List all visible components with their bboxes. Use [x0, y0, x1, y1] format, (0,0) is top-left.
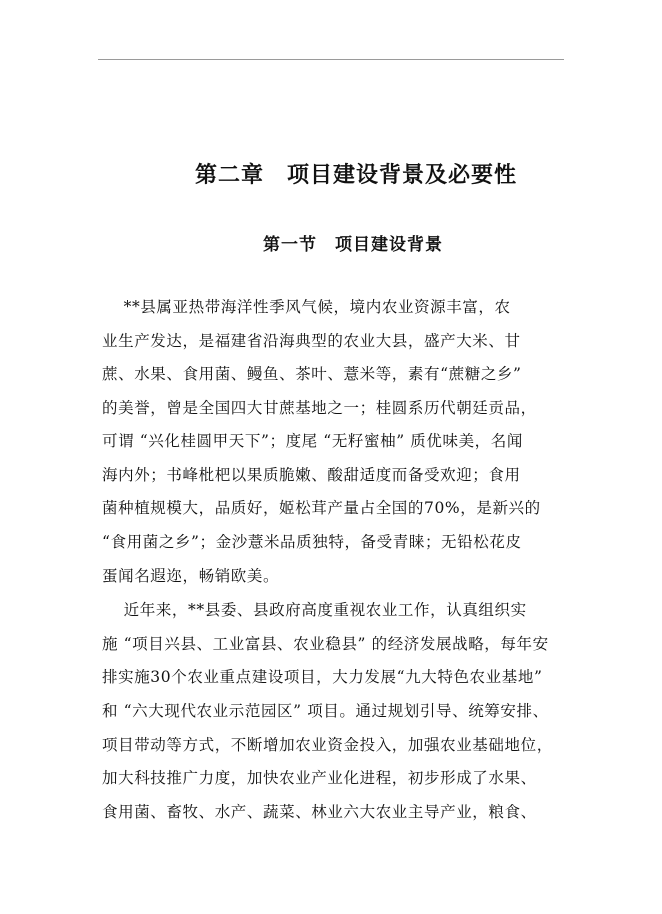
paragraph-line: 可谓 “兴化桂圆甲天下”；度尾 “无籽蜜柚” 质优味美，名闻	[102, 432, 523, 450]
paragraph-line: 项目带动等方式，不断增加农业资金投入，加强农业基础地位，	[102, 736, 553, 754]
paragraph-line: 菌种植规模大，品质好，姬松茸产量占全国的70%，是新兴的	[102, 499, 541, 517]
paragraph-line: 业生产发达，是福建省沿海典型的农业大县，盛产大米、甘	[102, 332, 521, 350]
chapter-title: 第二章 项目建设背景及必要性	[194, 163, 517, 188]
paragraph-line: 近年来，**县委、县政府高度重视农业工作，认真组织实	[102, 601, 527, 619]
paragraph-line: 海内外；书峰枇杷以果质脆嫩、酸甜适度而备受欢迎；食用	[102, 466, 521, 484]
paragraph-line: 蛋闻名遐迩，畅销欧美。	[102, 567, 280, 585]
paragraph-line: 蔗、水果、食用菌、鳗鱼、茶叶、薏米等，素有“蔗糖之乡”	[102, 365, 522, 383]
section-title: 第一节 项目建设背景	[263, 235, 443, 255]
paragraph-line: 施 “项目兴县、工业富县、农业稳县” 的经济发展战略，每年安	[102, 635, 549, 653]
paragraph-line: 食用菌、畜牧、水产、蔬菜、林业六大农业主导产业，粮食、	[102, 803, 537, 821]
header-rule	[98, 59, 564, 60]
paragraph-line: 排实施30个农业重点建设项目，大力发展“九大特色农业基地”	[102, 668, 543, 686]
paragraph-line: “食用菌之乡”；金沙薏米品质独特，备受青睐；无铅松花皮	[102, 533, 522, 551]
paragraph-line: 和 “六大现代农业示范园区” 项目。通过规划引导、统筹安排、	[102, 702, 549, 720]
paragraph-line: 的美誉，曾是全国四大甘蔗基地之一；桂圆系历代朝廷贡品，	[102, 399, 537, 417]
paragraph-line: **县属亚热带海洋性季风气候，境内农业资源丰富，农	[102, 298, 511, 316]
paragraph-line: 加大科技推广力度，加快农业产业化进程，初步形成了水果、	[102, 769, 537, 787]
